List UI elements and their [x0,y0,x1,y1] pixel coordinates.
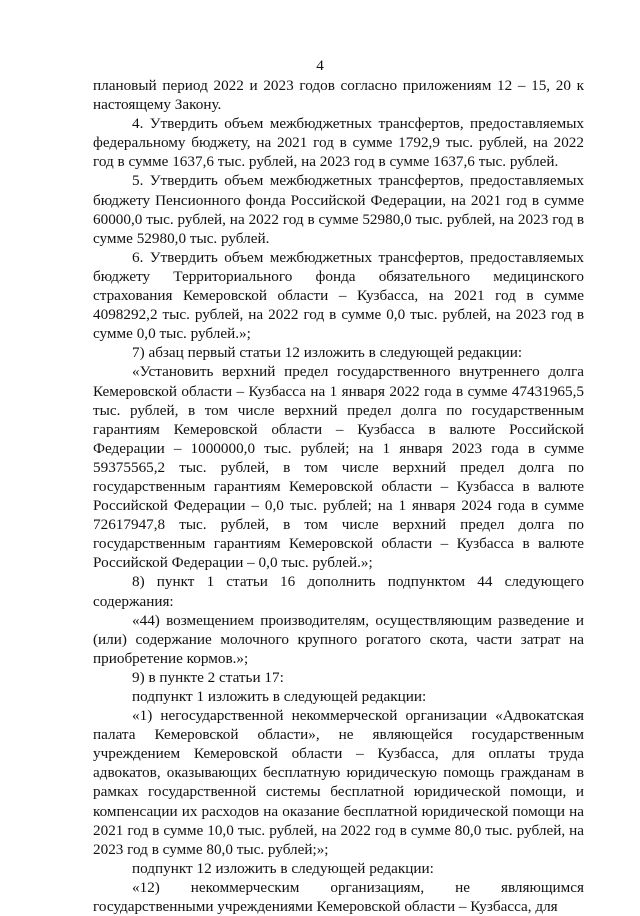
paragraph-continuation: плановый период 2022 и 2023 годов согласно приложениям 12 – 15, 20 к настоящему Закону. [93,77,584,114]
paragraph-subpoint-1-intro: подпункт 1 изложить в следующей редакции: [132,688,427,705]
document-body [93,76,584,916]
paragraph-item-5: 5. Утвердить объем межбюджетных трансфертов, предоставляемых бюджету Пенсионного фонда Российской Федерации, на 2021 год в сумме 60000,0 тыс. рублей, на 2022 год в сумме 52980,0 тыс. рублей, на 2023 год в сумме 52980,0 тыс. рублей. [93,172,584,247]
paragraph-item-7: 7) абзац первый статьи 12 изложить в следующей редакции: [132,344,523,362]
paragraph-item-4: 4. Утвердить объем межбюджетных трансфертов, предоставляемых федеральному бюджету, на 2021 год в сумме 1792,9 тыс. рублей, на 2022 год в сумме 1637,6 тыс. рублей, на 2023 год в сумме 1637,6 тыс. рублей. [93,115,584,171]
paragraph-quote-subpoint-12: «12) некоммерческим организациям, не являющимся государственными учреждениями Кемеровской области – Кузбасса, для [93,878,584,916]
paragraph-item-9: 9) в пункте 2 статьи 17: [132,668,284,686]
page-number: 4 [316,57,324,74]
paragraph-quote-44: «44) возмещением производителям, осуществляющим разведение и (или) содержание молочного крупного рогатого скота, части затрат на приобретение кормов.»; [93,611,584,667]
paragraph-subpoint-12-intro: подпункт 12 изложить в следующей редакции: [132,859,434,877]
paragraph-item-8: 8) пункт 1 статьи 16 дополнить подпунктом 44 следующего содержания: [93,573,584,610]
paragraph-quote-subpoint-1: «1) негосударственной некоммерческой организации «Адвокатская палата Кемеровской области», не являющейся государственным учреждением Кемеровской области – Кузбасса, для оплаты труда адвокатов, оказывающих бесплатную юридическую помощь гражданам в рамках государственной системы бесплатной юридической помощи, и компенсации их расходов на оказание бесплатной юридической помощи на 2021 год в сумме 10,0 тыс. рублей, на 2022 год в сумме 80,0 тыс. рублей, на 2023 год в сумме 80,0 тыс. рублей;»; [93,707,584,858]
paragraph-quote-debt-limit: «Установить верхний предел государственного внутреннего долга Кемеровской области – Кузбасса на 1 января 2022 года в сумме 47431965,5 тыс. рублей, в том числе верхний предел долга по государственным гарантиям Кемеровской области – Кузбасса в валюте Российской Федерации – 1000000,0 тыс. рублей; на 1 января 2023 года в сумме 59375565,2 тыс. рублей, в том числе верхний предел долга по государственным гарантиям Кемеровской области – Кузбасса в валюте Российской Федерации – 0,0 тыс. рублей; на 1 января 2024 года в сумме 72617947,8 тыс. рублей, в том числе верхний предел долга по государственным гарантиям Кемеровской области – Кузбасса в валюте Российской Федерации – 0,0 тыс. рублей.»; [93,363,584,572]
paragraph-item-6: 6. Утвердить объем межбюджетных трансфертов, предоставляемых бюджету Территориального фонда обязательного медицинского страхования Кемеровской области – Кузбасса, на 2021 год в сумме 4098292,2 тыс. рублей, на 2022 год в сумме 0,0 тыс. рублей, на 2023 год в сумме 0,0 тыс. рублей.»; [93,248,584,343]
